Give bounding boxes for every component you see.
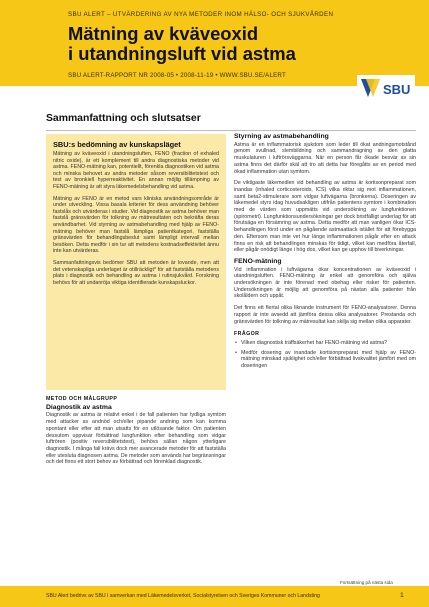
question-item: • Vilken diagnostisk träffsäkerhet har FENO-mätning vid astma? bbox=[241, 340, 416, 347]
page-number: 1 bbox=[400, 592, 404, 599]
header-band bbox=[0, 0, 429, 86]
diagnostik-text: Diagnostik av astma är relativt enkel i de fall patienten har tydliga symtom med attacker av andnöd och/eller pipande andning som kan komma spontant eller efter att man utsatts för en utlösande faktor. Om patienten dessutom uppvisar förbättrad lungfunktion efter behandling som vidgar luftrören (positiv reversibilitetstest), behövs sällan någon ytterligare diagnostik. I många fall krävs dock mer avancerade metoder för att fastställa eller utesluta diagnosen astma. De metoder som används har begränsningar och det finns ett stort behov av förbättrad och förenklad diagnostik. bbox=[46, 412, 226, 466]
diagnostik-title: Diagnostik av astma bbox=[46, 403, 112, 411]
assessment-paragraph: Mätning av FENO är en metod vars kliniska användningsområde är under utveckling. Vissa basala kriterier för dess användning behöver fastslås och utvärderas i studier. Vid diagnostik av astma behöver man fastslå gränsvärden för tolkning av mätresultaten och bekräfta deras användbarhet. Vid styrning av astmabehandling med hjälp av FENO-mätning behöver man fastslå lämpliga patientkategori, fastställa gränsvärden för behandlingsbeslut samt lämpligt intervall mellan besöken. Detta medför i sin tur att metodens kostnadseffektivitet ännu inte kan utvärderas. bbox=[53, 195, 219, 255]
footer-band bbox=[0, 586, 429, 607]
questions-heading: FRÅGOR bbox=[234, 331, 260, 338]
assessment-box-title: SBU:s bedömning av kunskapsläget bbox=[53, 140, 181, 149]
feno-paragraph: Det finns ett flertal olika liknande instrument för FENO-analysatorer. Denna rapport är inte avsedd att jämföra dessa olika analysatorer. Prestanda och gränsvärden för tolkning av mätresultat kan skilja sig mellan olika apparater. bbox=[234, 305, 416, 325]
styrning-paragraph: De viktigaste läkemedlen vid behandling av astma är kortisonpreparat som inandas (inhaled corticosteroids, ICS) vilka riktar sig mot inflammationen, samt beta2-stimulerare som vidgar luftvägarna (bronkerna). Doseringen av läkemedel styrs idag huvudsakligen utifrån patientens symtom i kombination med de värden som uppmätts vid undersökning av lungfunktionen (spirometri). Lungfunktionsundersökningar ger dock bristfälligt underlag för att förutsäga en försämring av astma. Detta medför att man vanligen ökar ICS-behandlingen först under en pågående astmaattack istället för att förebygga den. Eftersom man inte vet hur länge inflammationen pågår efter en attack finns en risk att behandlingen minskas för tidigt, vilket kan medföra återfall, eller pågår onödigt länge i hög dos, vilket kan ge upphov till biverkningar. bbox=[234, 180, 416, 254]
section-divider bbox=[46, 130, 416, 131]
assessment-box bbox=[46, 134, 226, 390]
continued-note: Fortsättning på nästa sida bbox=[340, 580, 393, 585]
assessment-paragraph: Sammanfattningsvis bedömer SBU att metoden är lovande, men att det vetenskapliga underlaget är otillräckligt* för att fastställa metodens plats i diagnostik och behandling av astma i rutinsjukvård. Forskning behövs för att undanröja viktiga identifierade kunskapsluckor. bbox=[53, 259, 219, 286]
feno-title: FENO-mätning bbox=[234, 257, 282, 265]
footer-text: SBU Alert bedrivs av SBU i samverkan med Läkemedelsverket, Socialstyrelsen och Sveriges Kommuner och Landsting bbox=[46, 593, 320, 599]
questions-list bbox=[234, 340, 416, 370]
page-title bbox=[68, 24, 296, 64]
section-title: Sammanfattning och slutsatser bbox=[46, 113, 201, 124]
assessment-paragraph: Mätning av kväveoxid i utandningsluften, FENO (fraction of exhaled nitric oxide), är ett komplement till andra diagnostiska metoder vid astma. FENO-mätning kan, potentiellt, förenkla diagnostiken vid astma och minska behovet av andra metoder såsom reversibilitetstest och test av bronkiell hyperreaktivitet. En annan möjlig tillämpning av FENO-mätning är att styra läkemedelsbehandling vid astma. bbox=[53, 151, 219, 190]
header-tagline: SBU ALERT – UTVÄRDERING AV NYA METODER INOM HÄLSO- OCH SJUKVÅRDEN bbox=[68, 11, 334, 18]
right-column bbox=[234, 134, 416, 373]
question-item: • Medför dosering av inandade kortisonpreparat med hjälp av FENO-mätning minskad sjuklighet och/eller förbättrad livskvalitet jämfört med om doseringen bbox=[241, 350, 416, 370]
report-metadata: SBU ALERT-RAPPORT NR 2008-05 • 2008-11-19 • WWW.SBU.SE/ALERT bbox=[68, 72, 286, 79]
styrning-title: Styrning av astmabehandling bbox=[234, 133, 329, 140]
sbu-logo bbox=[357, 75, 415, 101]
styrning-paragraph: Astma är en inflammatorisk sjukdom som leder till ökat andningsmotstånd genom svullnad, slembildning och sammandragning av den glatta muskulaturen i luftrörsväggarna. När en person får ökade besvär av sin astma finns det därför skäl att tro att detta har föregåtts av en period med ökad inflammation utan symtom. bbox=[234, 141, 416, 175]
feno-paragraph: Vid inflammation i luftvägarna ökar koncentrationen av kväveoxid i utandningsluften. FENO-mätning är enkel att genomföra och själva undersökningen är inte förenad med obehag eller risker för patienten. Undersökningen är möjlig att genomföra på nästan alla patienter från skolåldern och uppåt. bbox=[234, 266, 416, 300]
method-heading: METOD OCH MÅLGRUPP bbox=[46, 396, 118, 402]
logo-text: SBU bbox=[383, 82, 411, 97]
title-line-1: Mätning av kväveoxid bbox=[68, 23, 259, 44]
title-line-2: i utandningsluft vid astma bbox=[68, 43, 296, 64]
left-column bbox=[46, 396, 226, 471]
